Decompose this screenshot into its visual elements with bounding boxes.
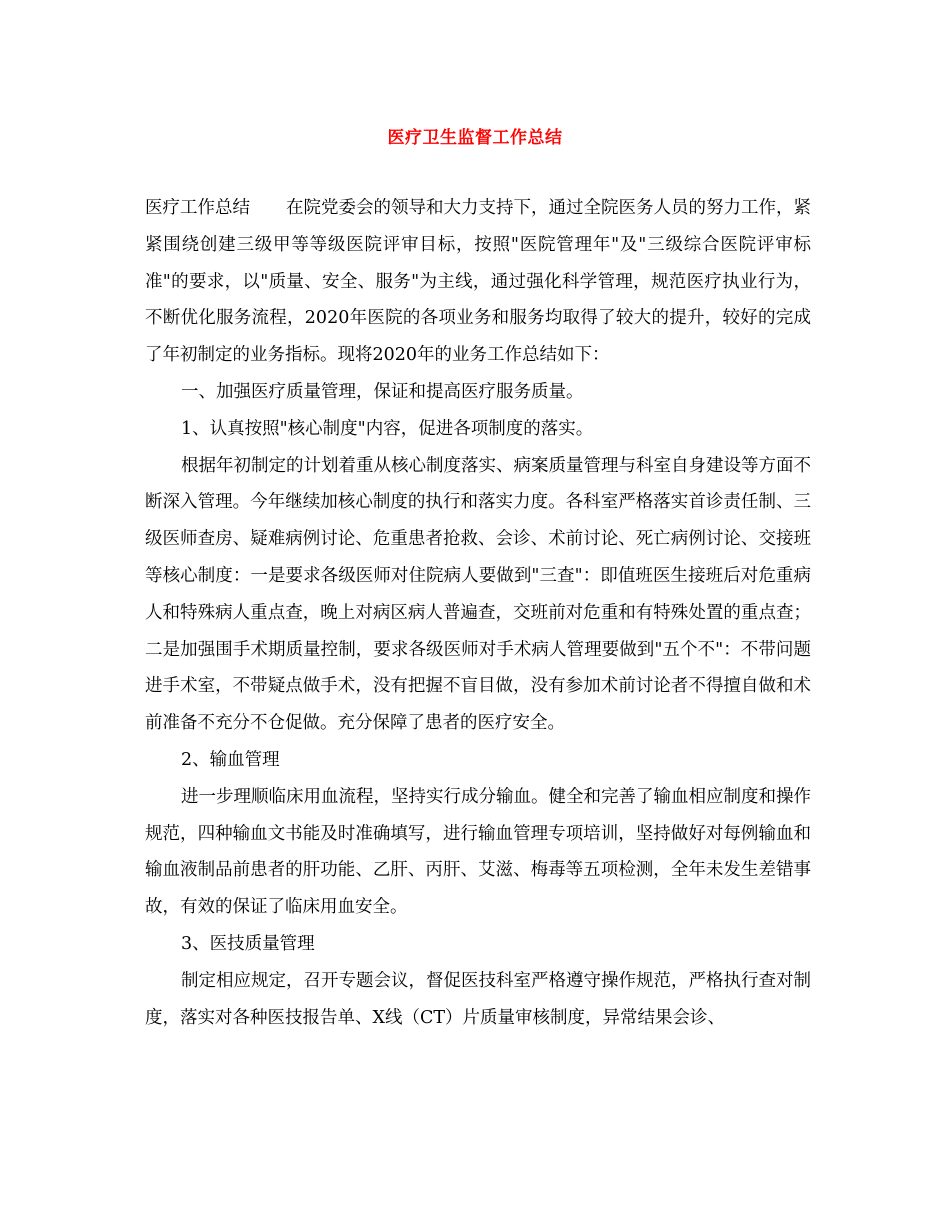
section-1-heading: 一、加强医疗质量管理，保证和提高医疗服务质量。 (181, 381, 584, 402)
item-1-heading: 1、认真按照"核心制度"内容，促进各项制度的落实。 (181, 418, 594, 439)
item-2-body: 进一步理顺临床用血流程，坚持实行成分输血。健全和完善了输血相应制度和操作规范，四种输血文书能及时准确填写，进行输血管理专项培训，坚持做好对每例输血和输血液制品前患者的肝功能、乙肝、丙肝、艾滋、梅毒等五项检测，全年未发生差错事故，有效的保证了临床用血安全。 (145, 786, 811, 918)
item-1-body: 根据年初制定的计划着重从核心制度落实、病案质量管理与科室自身建设等方面不断深入管理。今年继续加核心制度的执行和落实力度。各科室严格落实首诊责任制、三级医师查房、疑难病例讨论、危重患者抢救、会诊、术前讨论、死亡病例讨论、交接班等核心制度：一是要求各级医师对住院病人要做到"三查"：即值班医生接班后对危重病人和特殊病人重点查，晚上对病区病人普遍查，交班前对危重和有特殊处置的重点查；二是加强围手术期质量控制，要求各级医师对手术病人管理要做到"五个不"：不带问题进手术室，不带疑点做手术，没有把握不盲目做，没有参加术前讨论者不得擅自做和术前准备不充分不仓促做。充分保障了患者的医疗安全。 (145, 455, 811, 734)
intro-text: 在院党委会的领导和大力支持下，通过全院医务人员的努力工作，紧紧围绕创建三级甲等等级医院评审目标，按照"医院管理年"及"三级综合医院评审标准"的要求，以"质量、安全、服务"为主线，通过强化科学管理，规范医疗执业行为，不断优化服务流程，2020年医院的各项业务和服务均取得了较大的提升，较好的完成了年初制定的业务指标。现将2020年的业务工作总结如下： (145, 198, 811, 366)
intro-label: 医疗工作总结 (145, 198, 250, 218)
intro-paragraph (145, 190, 811, 374)
document-body (145, 190, 811, 1036)
item-3-heading: 3、医技质量管理 (181, 933, 315, 954)
document-title: 医疗卫生监督工作总结 (387, 128, 563, 148)
item-3-body: 制定相应规定，召开专题会议，督促医技科室严格遵守操作规范，严格执行查对制度，落实对各种医技报告单、X线（CT）片质量审核制度，异常结果会诊、 (145, 970, 811, 1028)
item-2-heading: 2、输血管理 (181, 749, 280, 770)
